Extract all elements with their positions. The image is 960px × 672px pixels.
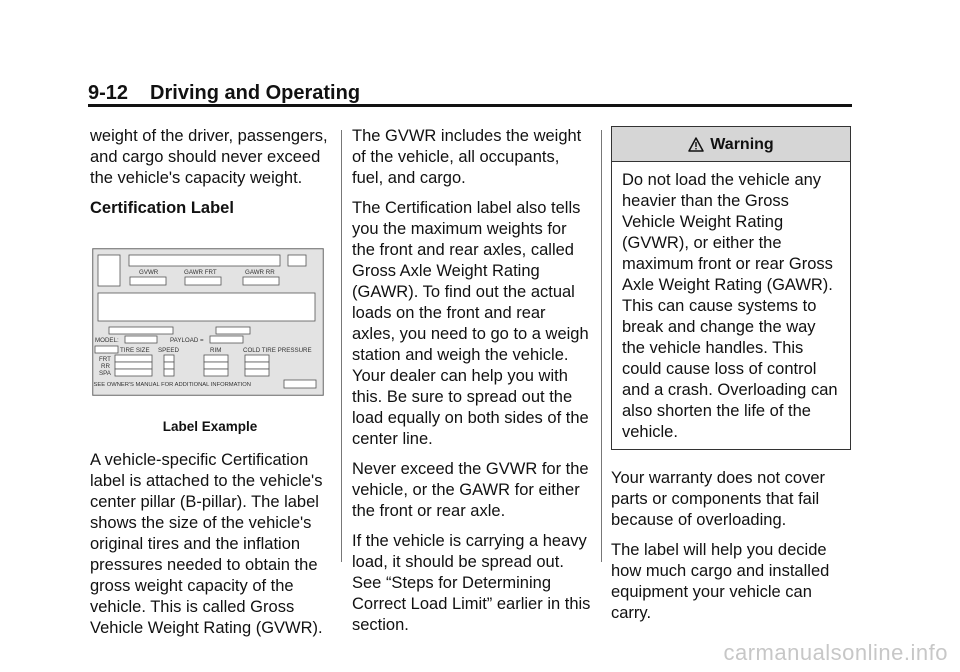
page-header <box>88 82 360 105</box>
paragraph: weight of the driver, passengers, and cargo should never exceed the vehicle's capacity weight. <box>90 127 328 187</box>
certification-label-figure <box>92 248 324 396</box>
label-tire-size: TIRE SIZE <box>120 347 150 354</box>
label-payload: PAYLOAD = <box>170 337 204 344</box>
label-spa: SPA <box>99 370 111 377</box>
column-middle <box>352 126 592 645</box>
paragraph: Never exceed the GVWR for the vehicle, or the GAWR for either the front or rear axle. <box>352 460 589 520</box>
warning-triangle-icon <box>688 137 704 152</box>
label-see-manual: SEE OWNER'S MANUAL FOR ADDITIONAL INFORMATION <box>93 382 251 388</box>
figure-caption: Label Example <box>162 419 258 434</box>
column-divider <box>601 130 602 562</box>
label-gvwr: GVWR <box>139 269 159 276</box>
column-left <box>90 126 330 648</box>
header-rule <box>88 104 852 107</box>
paragraph: The Certification label also tells you the maximum weights for the front and rear axles, called Gross Axle Weight Rating (GAWR). To find out the actual loads on the front and rear axles, you need to go to a weigh station and weigh the vehicle. Your dealer can help you with this. Be sure to spread out the load equally on both sides of the center line. <box>352 199 589 448</box>
column-divider <box>341 130 342 562</box>
paragraph: A vehicle-specific Certification label is attached to the vehicle's center pillar (B-pillar). The label shows the size of the vehicle's original tires and the inflation pressures needed to obtain the gross weight capacity of the vehicle. This is called Gross Vehicle Weight Rating (GVWR). <box>90 451 323 637</box>
watermark: carmanualsonline.info <box>723 640 948 665</box>
page-number: 9-12 <box>88 82 129 104</box>
label-rim: RIM <box>210 347 222 354</box>
label-rr: RR <box>101 363 110 370</box>
paragraph: Your warranty does not cover parts or components that fail because of overloading. <box>611 469 826 529</box>
label-gawr-rr: GAWR RR <box>245 269 275 276</box>
column-right <box>611 126 851 633</box>
warning-header <box>612 127 850 162</box>
warning-box <box>611 126 851 450</box>
warning-text: Do not load the vehicle any heavier than the Gross Vehicle Weight Rating (GVWR), or either the maximum front or rear Gross Axle Weight Rating (GAWR). This can cause systems to break and change the way the vehicle handles. This could cause loss of control and a crash. Overloading can also shorten the life of the vehicle. <box>622 171 838 441</box>
section-heading: Certification Label <box>90 199 234 217</box>
section-title: Driving and Operating <box>150 82 361 104</box>
paragraph: If the vehicle is carrying a heavy load, it should be spread out. See “Steps for Determining Correct Load Limit” earlier in this section. <box>352 532 591 634</box>
paragraph: The label will help you decide how much cargo and installed equipment your vehicle can carry. <box>611 541 830 622</box>
warning-title: Warning <box>710 135 774 153</box>
label-speed: SPEED <box>158 347 179 354</box>
label-frt: FRT <box>99 356 111 363</box>
label-model: MODEL: <box>95 337 119 344</box>
paragraph: The GVWR includes the weight of the vehicle, all occupants, fuel, and cargo. <box>352 127 582 187</box>
label-cold-tire-pressure: COLD TIRE PRESSURE <box>243 347 312 354</box>
label-gawr-frt: GAWR FRT <box>184 269 217 276</box>
